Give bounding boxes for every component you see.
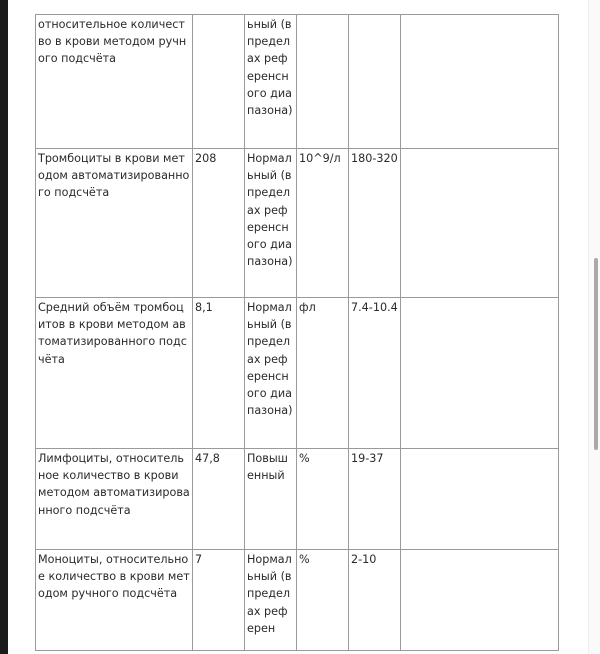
note-cell xyxy=(401,298,559,449)
table-row xyxy=(36,298,559,449)
result-value-cell: 47,8 xyxy=(193,449,245,550)
note-cell xyxy=(401,449,559,550)
status-cell: Нормальный (в пределах референсного диапазона) xyxy=(245,298,297,449)
test-name-cell: Лимфоциты, относительное количество в крови методом автоматизированного подсчёта xyxy=(36,449,193,550)
result-value-cell: 208 xyxy=(193,149,245,298)
reference-range-cell: 2-10 xyxy=(349,550,401,651)
status-cell: ьный (в пределах референсного диапазона) xyxy=(245,15,297,149)
table-row xyxy=(36,15,559,149)
left-dark-edge xyxy=(0,0,8,654)
result-value-cell: 8,1 xyxy=(193,298,245,449)
test-name-cell: Моноциты, относительное количество в крови методом ручного подсчёта xyxy=(36,550,193,651)
note-cell xyxy=(401,149,559,298)
table-row xyxy=(36,149,559,298)
reference-range-cell: 7.4-10.4 xyxy=(349,298,401,449)
test-name-cell: относительное количество в крови методом ручного подсчёта xyxy=(36,15,193,149)
reference-range-cell xyxy=(349,15,401,149)
note-cell xyxy=(401,550,559,651)
unit-cell: фл xyxy=(297,298,349,449)
unit-cell: % xyxy=(297,449,349,550)
unit-cell: % xyxy=(297,550,349,651)
table-row xyxy=(36,449,559,550)
reference-range-cell: 19-37 xyxy=(349,449,401,550)
scrollbar-thumb[interactable] xyxy=(594,258,598,450)
table-row xyxy=(36,550,559,651)
reference-range-cell: 180-320 xyxy=(349,149,401,298)
lab-results-table xyxy=(35,14,559,651)
result-value-cell xyxy=(193,15,245,149)
status-cell: Нормальный (в пределах референ xyxy=(245,550,297,651)
test-name-cell: Средний объём тромбоцитов в крови методом автоматизированного подсчёта xyxy=(36,298,193,449)
note-cell xyxy=(401,15,559,149)
result-value-cell: 7 xyxy=(193,550,245,651)
unit-cell: 10^9/л xyxy=(297,149,349,298)
unit-cell xyxy=(297,15,349,149)
status-cell: Повышенный xyxy=(245,449,297,550)
status-cell: Нормальный (в пределах референсного диапазона) xyxy=(245,149,297,298)
test-name-cell: Тромбоциты в крови методом автоматизированного подсчёта xyxy=(36,149,193,298)
